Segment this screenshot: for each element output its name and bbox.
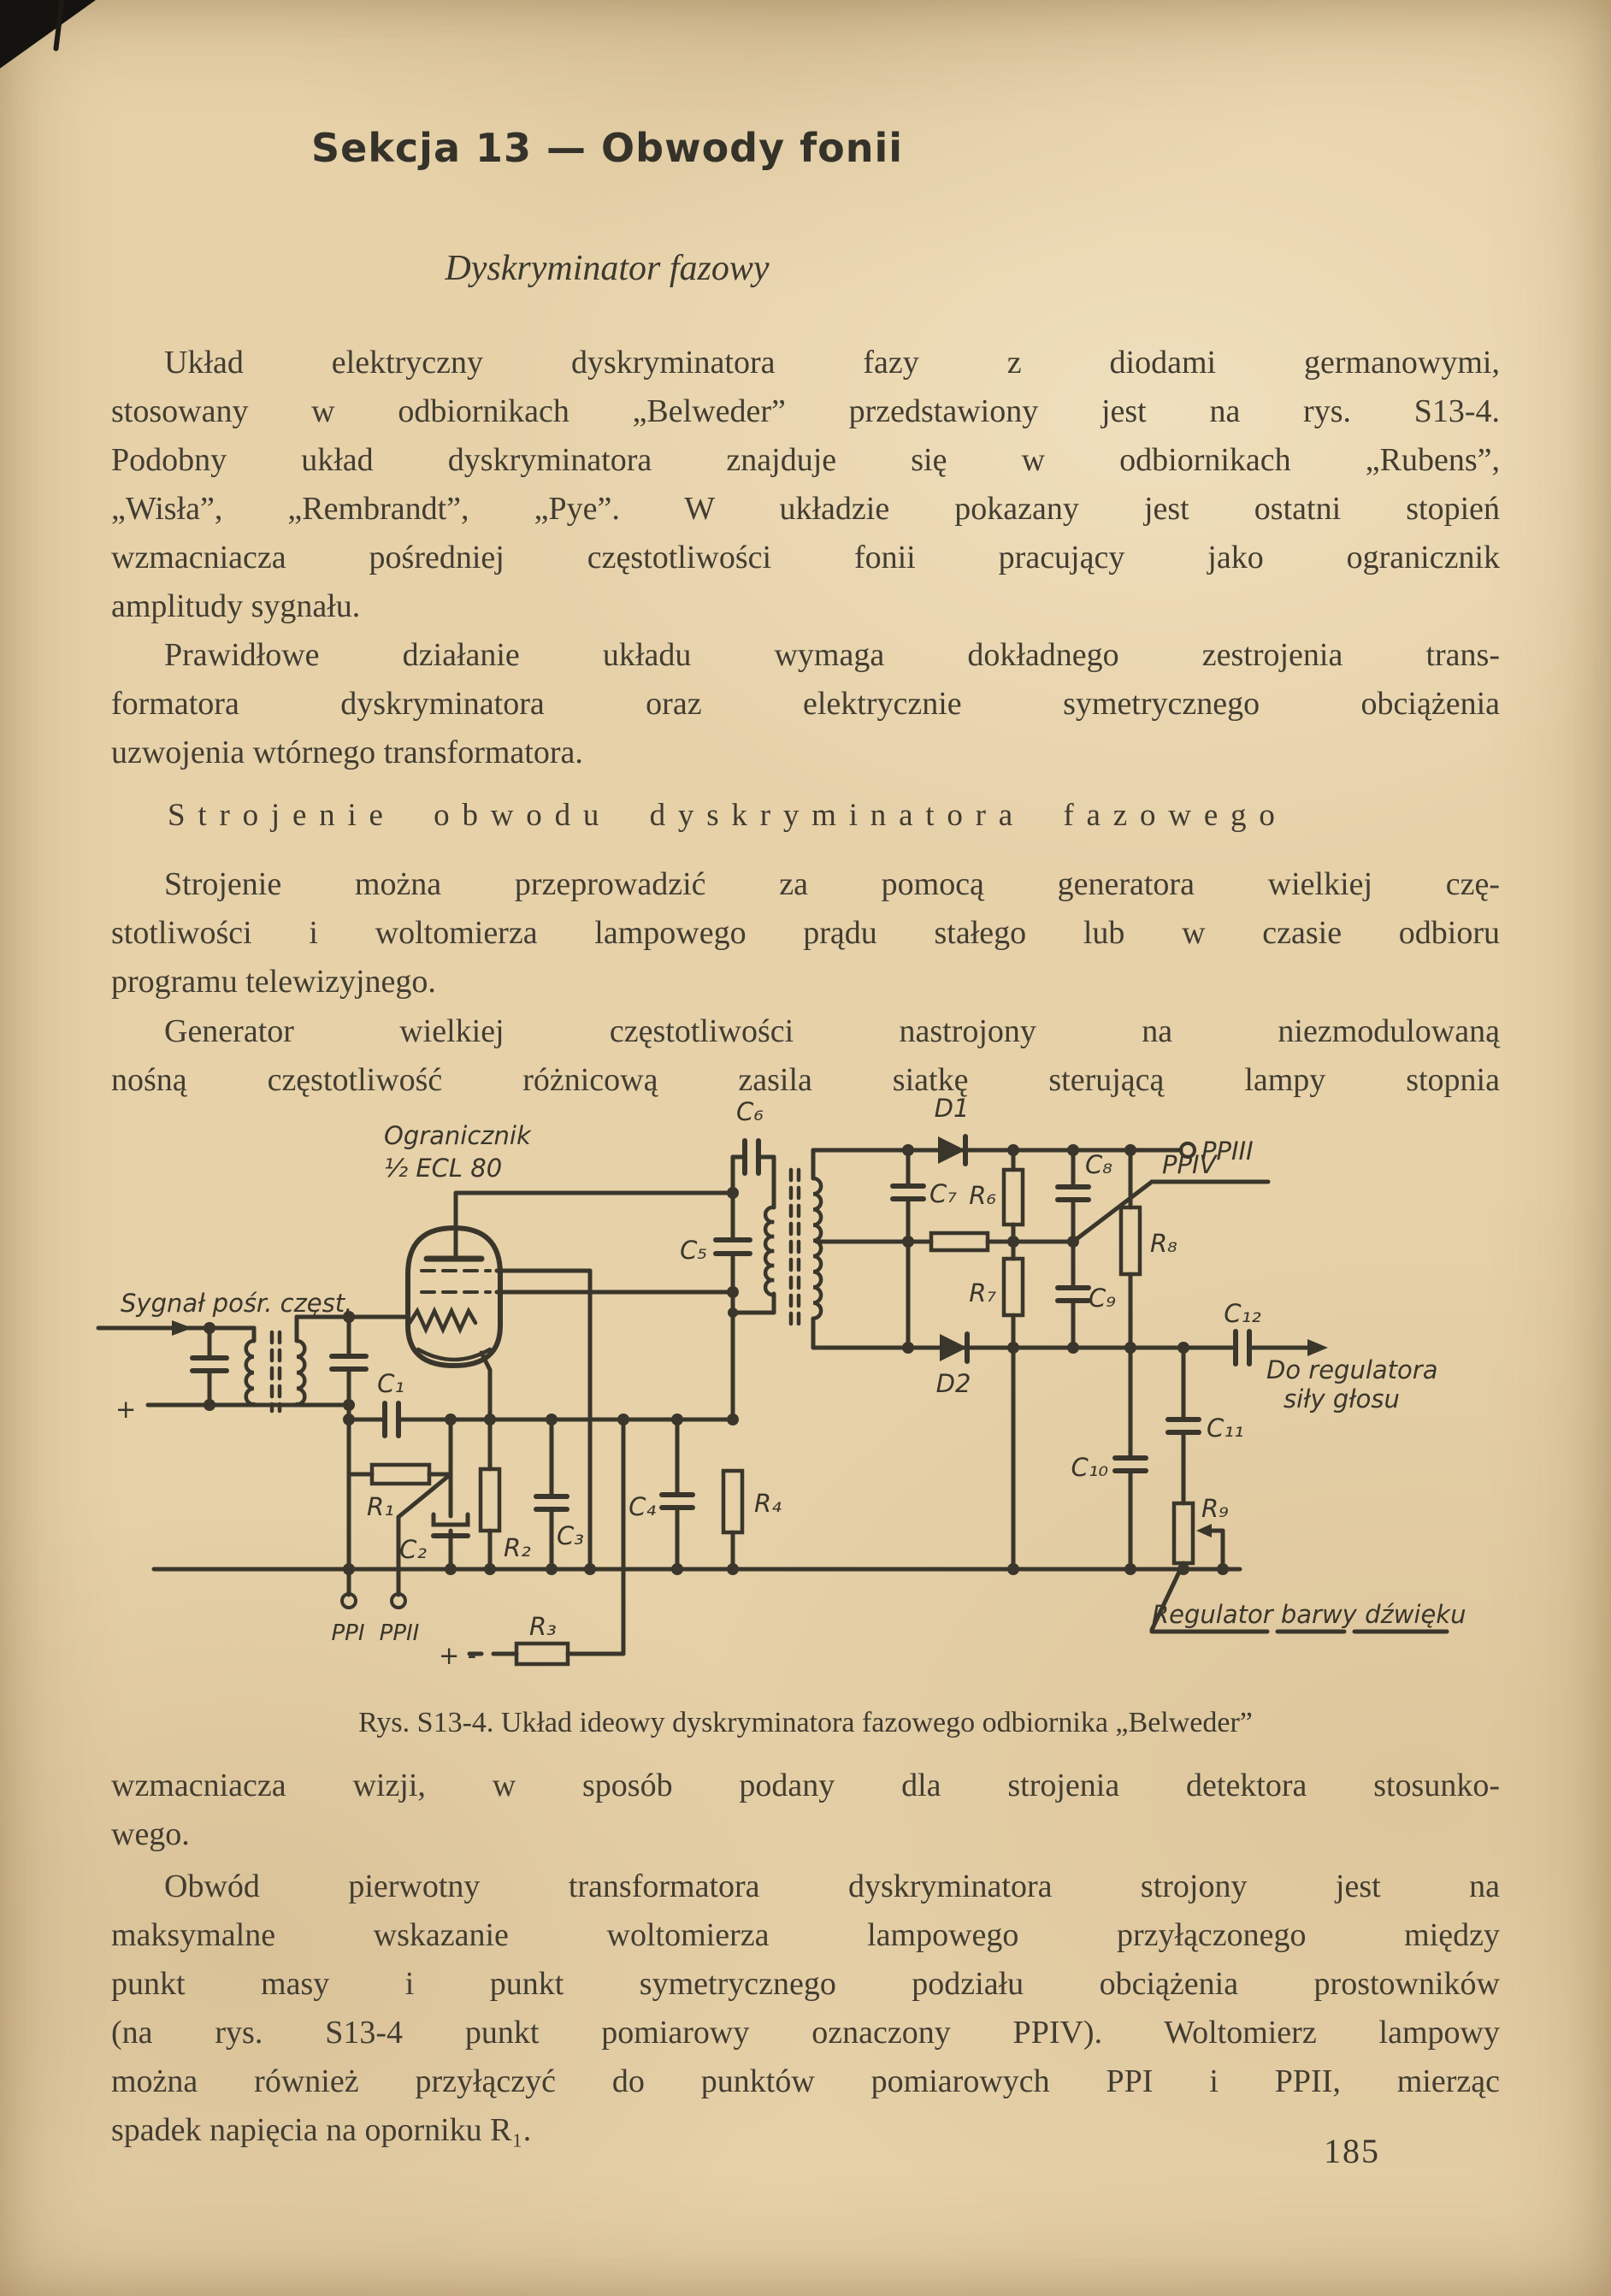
label-output-line2: siły głosu	[1283, 1384, 1400, 1414]
label-c5: C₅	[680, 1236, 707, 1265]
page-subtitle: Dyskryminator fazowy	[445, 249, 770, 288]
cap-c5	[716, 1240, 750, 1254]
label-input-plus: +	[115, 1395, 137, 1424]
label-r7: R₇	[969, 1278, 996, 1307]
figure-caption: Rys. S13-4. Układ ideowy dyskryminatora fazowego odbiornika „Belweder”	[358, 1707, 1253, 1738]
label-ppiii: PPIII	[1201, 1136, 1254, 1166]
cap-c7	[893, 1186, 924, 1199]
text-line: maksymalne wskazanie woltomierza lampowego przyłączonego między	[111, 1917, 1500, 1953]
output-arrow-icon	[1307, 1339, 1328, 1356]
paragraph-6	[111, 1862, 1500, 2155]
text-line: Podobny układ dyskryminatora znajduje się w odbiornikach „Rubens”,	[111, 442, 1500, 478]
cap-c11	[1168, 1420, 1199, 1432]
cap-c9	[1058, 1288, 1089, 1301]
tube-cathode-zigzag	[410, 1311, 475, 1330]
text-line: Układ elektryczny dyskryminatora fazy z diodami germanowymi,	[164, 345, 1500, 381]
cap-c3	[536, 1496, 567, 1509]
cap-c8	[1058, 1187, 1089, 1200]
cap-c10	[1115, 1458, 1146, 1471]
paragraph-1	[111, 339, 1500, 631]
label-c10: C₁₀	[1071, 1453, 1108, 1482]
label-r1: R₁	[367, 1492, 394, 1521]
resistor-centertap	[931, 1233, 988, 1250]
label-r2: R₂	[504, 1533, 531, 1562]
resistor-r4	[723, 1471, 742, 1532]
input-arrow-icon	[172, 1320, 192, 1336]
label-r3-plus: + -	[439, 1641, 476, 1667]
subsection-heading: Strojenie obwodu dyskryminatora fazowego	[168, 798, 1288, 833]
cap-c6	[745, 1141, 758, 1173]
secondary-coil	[297, 1341, 304, 1404]
text-line: punkt masy i punkt symetrycznego podziału obciążenia prostowników	[111, 1966, 1500, 2002]
text-line: spadek napięcia na oporniku R₁.	[111, 2112, 532, 2148]
circuit-schematic	[73, 1069, 1543, 1667]
text-line: wego.	[111, 1816, 190, 1852]
scan-corner-artifact	[0, 0, 96, 68]
text-line: wzmacniacza wizji, w sposób podany dla strojenia detektora stosunko-	[111, 1768, 1500, 1803]
label-limiter-tube: ½ ECL 80	[384, 1154, 503, 1183]
text-line: Obwód pierwotny transformatora dyskryminatora strojony jest na	[164, 1868, 1500, 1904]
label-d1: D1	[934, 1094, 970, 1123]
label-r8: R₈	[1150, 1229, 1177, 1258]
text-line: stosowany w odbiornikach „Belweder” przedstawiony jest na rys. S13-4.	[111, 393, 1500, 429]
resistor-r8	[1121, 1207, 1140, 1274]
label-r4: R₄	[754, 1489, 782, 1518]
primary-coil	[246, 1341, 254, 1404]
resistor-r7	[1004, 1259, 1023, 1315]
label-ppi: PPI	[331, 1620, 365, 1646]
terminals	[342, 1143, 1195, 1608]
cap-input	[192, 1358, 227, 1371]
label-c9: C₉	[1089, 1284, 1116, 1313]
resistor-r2	[481, 1469, 499, 1531]
paragraph-3	[111, 860, 1500, 1006]
label-ppiv: PPIV	[1162, 1150, 1217, 1179]
label-tone-control: Regulator barwy dźwięku	[1152, 1600, 1466, 1629]
resistor-r6	[1004, 1170, 1023, 1225]
text-line: wzmacniacza pośredniej częstotliwości fonii pracujący jako ogranicznik	[111, 540, 1500, 575]
text-line: nośną częstotliwość różnicową zasila siatkę sterującą lampy stopnia	[111, 1062, 1500, 1098]
label-c8: C₈	[1085, 1150, 1112, 1179]
label-output-line1: Do regulatora	[1266, 1355, 1438, 1384]
label-r6: R₆	[969, 1181, 996, 1210]
label-c7: C₇	[929, 1179, 957, 1208]
text-line: (na rys. S13-4 punkt pomiarowy oznaczony PPIV). Woltomierz lampowy	[111, 2015, 1500, 2051]
text-line: amplitudy sygnału.	[111, 588, 361, 624]
label-limiter: Ogranicznik	[384, 1121, 531, 1150]
resistor-r9	[1174, 1503, 1193, 1563]
primary-coil	[765, 1207, 774, 1295]
cap-c12	[1236, 1331, 1249, 1364]
resistor-r3	[516, 1644, 568, 1664]
label-r9: R₉	[1201, 1494, 1229, 1523]
resistor-r1	[372, 1465, 429, 1484]
label-c11: C₁₁	[1207, 1414, 1244, 1443]
cap-grid	[332, 1356, 366, 1369]
label-c6: C₆	[736, 1097, 764, 1126]
section-title: Sekcja 13 — Obwody fonii	[310, 125, 903, 171]
text-line: stotliwości i woltomierza lampowego prądu stałego lub w czasie odbioru	[111, 915, 1500, 951]
cap-c4	[662, 1495, 693, 1508]
label-c3: C₃	[557, 1521, 584, 1550]
text-line: programu telewizyjnego.	[111, 964, 436, 1000]
text-line: formatora dyskryminatora oraz elektrycznie symetrycznego obciążenia	[111, 686, 1500, 722]
label-input-signal: Sygnał pośr. częst.	[121, 1289, 353, 1318]
paragraph-2	[111, 631, 1500, 777]
wiper-arrow-icon	[1196, 1524, 1212, 1538]
label-ppii: PPII	[379, 1620, 420, 1646]
input-transformer	[246, 1332, 305, 1411]
text-line: Prawidłowe działanie układu wymaga dokładnego zestrojenia trans-	[164, 637, 1500, 673]
secondary-coil	[813, 1178, 821, 1319]
cap-c1	[385, 1403, 398, 1436]
label-r3: R₃	[529, 1612, 557, 1641]
paragraph-5	[111, 1762, 1500, 1859]
text-line: uzwojenia wtórnego transformatora.	[111, 735, 583, 770]
label-c4: C₄	[628, 1492, 656, 1521]
label-c2: C₂	[399, 1535, 427, 1564]
text-line: można również przyłączyć do punktów pomiarowych PPI i PPII, mierząc	[111, 2063, 1500, 2099]
label-d2: D2	[935, 1369, 971, 1398]
page-number: 185	[1324, 2132, 1380, 2170]
text-line: Generator wielkiej częstotliwości nastrojony na niezmodulowaną	[164, 1013, 1500, 1049]
tube-bottom-curve	[418, 1349, 490, 1360]
diode-d1	[938, 1136, 965, 1164]
text-line: „Wisła”, „Rembrandt”, „Pye”. W układzie pokazany jest ostatni stopień	[111, 491, 1500, 527]
label-c12: C₁₂	[1224, 1299, 1261, 1328]
diode-d2	[940, 1334, 967, 1361]
label-c1: C₁	[377, 1369, 404, 1398]
text-line: Strojenie można przeprowadzić za pomocą generatora wielkiej czę-	[164, 866, 1500, 902]
